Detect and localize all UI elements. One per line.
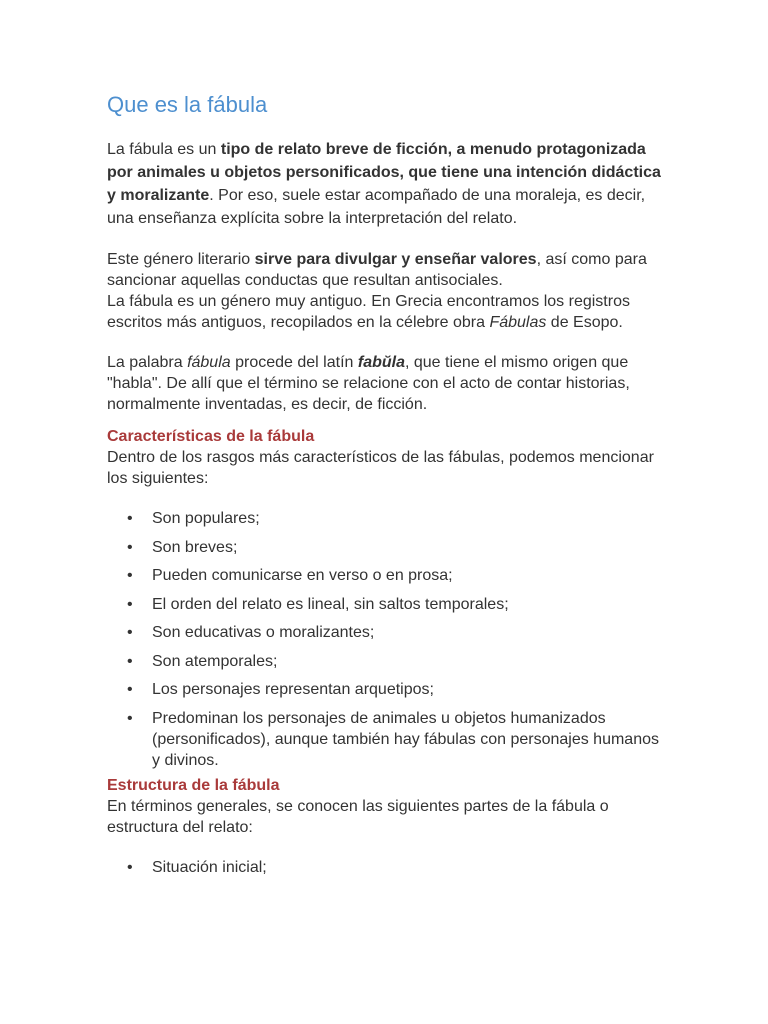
section-intro-caracteristicas: Dentro de los rasgos más característicos de las fábulas, podemos mencionar los siguientes:	[107, 449, 654, 487]
list-item	[107, 622, 667, 643]
text-run: de Esopo.	[546, 314, 623, 331]
bold-text: sirve para divulgar y enseñar valores	[254, 251, 537, 268]
paragraph-purpose	[107, 249, 667, 291]
list-item-text: Pueden comunicarse en verso o en prosa;	[152, 567, 453, 584]
section-intro-estructura: En términos generales, se conocen las siguientes partes de la fábula o estructura del relato:	[107, 797, 609, 836]
document-page	[107, 90, 667, 878]
list-item-text: Situación inicial;	[152, 858, 267, 876]
list-item	[107, 537, 667, 558]
list-item	[107, 565, 667, 586]
list-item	[107, 508, 667, 529]
bullet-icon: •	[127, 858, 133, 876]
list-item-text: Son populares;	[152, 510, 260, 527]
page-title: Que es la fábula	[107, 92, 268, 117]
bullet-icon: •	[127, 595, 133, 613]
italic-text: fabŭla	[357, 354, 405, 371]
list-item-text: Predominan los personajes de animales u objetos humanizados (personificados), aunque también hay fábulas con personajes humanos y divinos.	[152, 709, 659, 769]
section-heading-estructura: Estructura de la fábula	[107, 776, 280, 794]
list-item-text: El orden del relato es lineal, sin saltos temporales;	[152, 595, 509, 613]
bold-text: tipo de relato breve de ficción, a menudo protagonizada por animales u objetos personificados, que tiene una intención didáctica y moralizante	[107, 141, 661, 204]
list-item	[107, 651, 667, 672]
list-item-text: Son atemporales;	[152, 652, 278, 670]
list-item-text: Los personajes representan arquetipos;	[152, 681, 434, 698]
text-run: La palabra	[107, 354, 188, 371]
italic-text: Fábulas	[489, 314, 547, 331]
bullet-icon: •	[127, 624, 133, 641]
list-item	[107, 708, 667, 771]
text-run: La fábula es un	[107, 141, 221, 158]
bullet-icon: •	[127, 567, 133, 584]
list-item	[107, 679, 667, 700]
paragraph-history	[107, 291, 667, 333]
list-item	[107, 594, 667, 615]
bullet-icon: •	[127, 510, 133, 527]
text-run: . Por eso, suele estar acompañado de una moraleja, es decir, una enseñanza explícita sobre la interpretación del relato.	[107, 187, 646, 227]
text-run: , así como para sancionar aquellas conductas que resultan antisociales.	[107, 251, 647, 289]
text-run: Este género literario	[107, 251, 255, 268]
bold-italic-text	[358, 354, 405, 371]
text-run: , que tiene el mismo origen que "habla". De allí que el término se relacione con el acto de contar historias, normalmente inventadas, es decir, de ficción.	[107, 354, 630, 413]
list-item-text: Son educativas o moralizantes;	[152, 624, 375, 641]
list-item	[107, 857, 667, 878]
paragraph-etymology	[107, 352, 667, 415]
characteristics-list	[107, 508, 667, 771]
bullet-icon: •	[127, 681, 133, 698]
section-heading-caracteristicas: Características de la fábula	[107, 428, 315, 445]
italic-text: fábula	[187, 354, 231, 371]
text-run: procede del latín	[230, 354, 358, 371]
bullet-icon: •	[127, 652, 133, 670]
bullet-icon: •	[127, 709, 133, 727]
paragraph-definition	[107, 138, 667, 230]
bullet-icon: •	[127, 538, 133, 556]
text-run: La fábula es un género muy antiguo. En Grecia encontramos los registros escritos más antiguos, recopilados en la célebre obra	[107, 293, 630, 331]
structure-list	[107, 857, 667, 878]
list-item-text: Son breves;	[152, 538, 238, 556]
